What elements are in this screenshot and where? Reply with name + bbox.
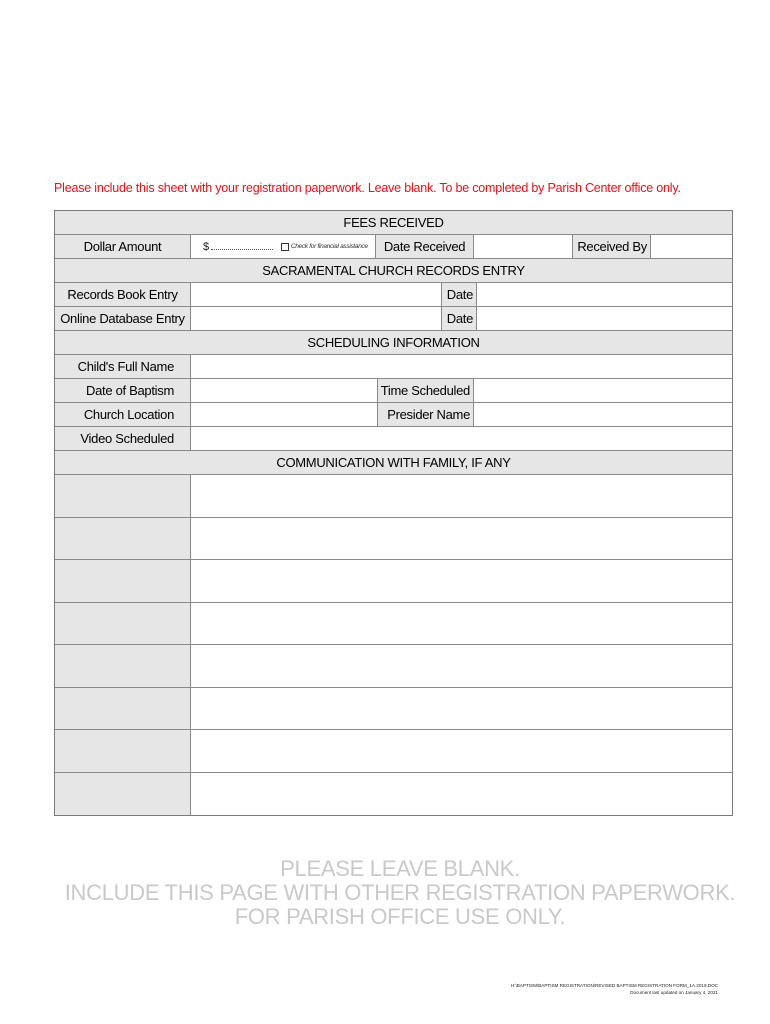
church-location-row — [55, 403, 732, 427]
online-database-row — [55, 307, 732, 331]
communication-row — [55, 773, 732, 816]
date-received-field[interactable] — [474, 235, 573, 258]
communication-date-cell[interactable] — [55, 688, 191, 730]
child-name-field[interactable] — [191, 355, 732, 378]
child-name-row — [55, 355, 732, 379]
presider-name-label: Presider Name — [378, 403, 474, 426]
dollar-amount-field[interactable] — [191, 235, 376, 258]
video-scheduled-field[interactable] — [191, 427, 732, 450]
office-use-form — [54, 210, 733, 816]
records-book-date-label: Date — [442, 283, 477, 306]
communication-row — [55, 730, 732, 773]
communication-date-cell[interactable] — [55, 560, 191, 602]
video-scheduled-row — [55, 427, 732, 451]
church-location-field[interactable] — [191, 403, 378, 426]
communication-row — [55, 475, 732, 518]
online-database-field[interactable] — [191, 307, 442, 330]
fees-header: FEES RECEIVED — [55, 211, 732, 234]
received-by-field[interactable] — [651, 235, 732, 258]
dollar-amount-label: Dollar Amount — [55, 235, 191, 258]
child-name-label: Child's Full Name — [55, 355, 191, 378]
records-book-field[interactable] — [191, 283, 442, 306]
communication-row — [55, 518, 732, 561]
communication-note-cell[interactable] — [191, 518, 732, 560]
records-header-row — [55, 259, 732, 283]
presider-name-field[interactable] — [474, 403, 732, 426]
financial-assistance-checkbox[interactable] — [273, 243, 368, 251]
footer-file-path: H:\BAPTISM\BAPTISM REGISTRATION\REVISED BAPTISM REGISTRATION FORM_1A.2019.DOC — [510, 983, 718, 988]
video-scheduled-label: Video Scheduled — [55, 427, 191, 450]
records-book-label: Records Book Entry — [55, 283, 191, 306]
dollar-sign: $ — [203, 240, 209, 253]
fees-header-row — [55, 211, 732, 235]
communication-header-row — [55, 451, 732, 475]
watermark-line-1: PLEASE LEAVE BLANK. — [280, 856, 520, 881]
records-book-date-field[interactable] — [477, 283, 732, 306]
communication-date-cell[interactable] — [55, 518, 191, 560]
communication-date-cell[interactable] — [55, 645, 191, 687]
communication-note-cell[interactable] — [191, 560, 732, 602]
checkbox-icon[interactable] — [281, 243, 289, 251]
online-database-date-label: Date — [442, 307, 477, 330]
records-header: SACRAMENTAL CHURCH RECORDS ENTRY — [55, 259, 732, 282]
date-baptism-label: Date of Baptism — [55, 379, 191, 402]
church-location-label: Church Location — [55, 403, 191, 426]
scheduling-header-row — [55, 331, 732, 355]
communication-row — [55, 603, 732, 646]
communication-note-cell[interactable] — [191, 475, 732, 517]
date-received-label: Date Received — [376, 235, 474, 258]
date-baptism-row — [55, 379, 732, 403]
communication-row — [55, 688, 732, 731]
watermark-line-3: FOR PARISH OFFICE USE ONLY. — [234, 904, 566, 929]
communication-date-cell[interactable] — [55, 475, 191, 517]
instruction-text: Please include this sheet with your registration paperwork. Leave blank. To be completed by Parish Center office only. — [54, 181, 681, 195]
communication-note-cell[interactable] — [191, 773, 732, 816]
communication-note-cell[interactable] — [191, 688, 732, 730]
time-scheduled-field[interactable] — [474, 379, 732, 402]
scheduling-header: SCHEDULING INFORMATION — [55, 331, 732, 354]
fees-row — [55, 235, 732, 259]
watermark-line-2: INCLUDE THIS PAGE WITH OTHER REGISTRATION PAPERWORK. — [64, 880, 736, 905]
communication-header: COMMUNICATION WITH FAMILY, IF ANY — [55, 451, 732, 474]
communication-note-cell[interactable] — [191, 603, 732, 645]
online-database-label: Online Database Entry — [55, 307, 191, 330]
records-book-row — [55, 283, 732, 307]
communication-note-cell[interactable] — [191, 645, 732, 687]
communication-row — [55, 645, 732, 688]
communication-date-cell[interactable] — [55, 730, 191, 772]
footer-updated: Document last updated on January 4, 2021 — [630, 990, 718, 995]
date-baptism-field[interactable] — [191, 379, 378, 402]
communication-row — [55, 560, 732, 603]
assistance-label: Check for financial assistance — [290, 243, 368, 250]
communication-note-cell[interactable] — [191, 730, 732, 772]
communication-date-cell[interactable] — [55, 603, 191, 645]
communication-date-cell[interactable] — [55, 773, 191, 816]
online-database-date-field[interactable] — [477, 307, 732, 330]
received-by-label: Received By — [573, 235, 651, 258]
time-scheduled-label: Time Scheduled — [378, 379, 474, 402]
